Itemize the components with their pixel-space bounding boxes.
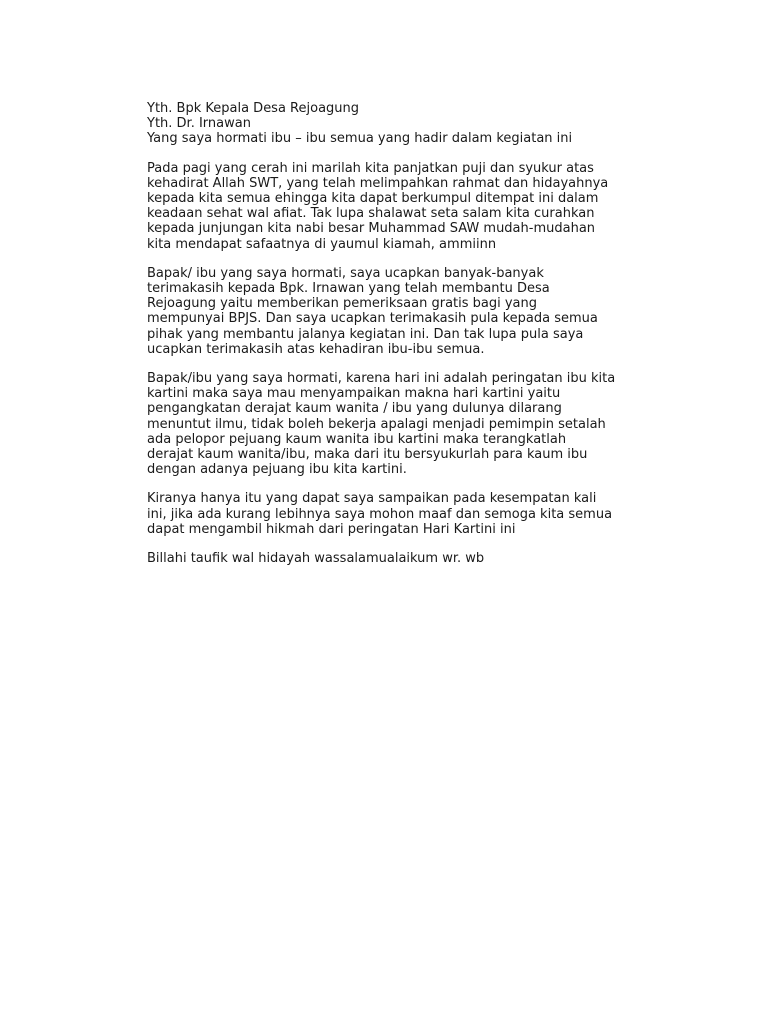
paragraph-kartini	[147, 371, 677, 477]
paragraph-opening	[147, 161, 677, 252]
text-line: kepada kita semua ehingga kita dapat berkumpul ditempat ini dalam	[147, 191, 599, 207]
salutation-line: Yth. Dr. Irnawan	[147, 116, 251, 132]
text-line: Bapak/ ibu yang saya hormati, saya ucapkan banyak-banyak	[147, 265, 544, 281]
text-line: ucapkan terimakasih atas kehadiran ibu-ibu semua.	[147, 341, 485, 357]
text-line: pihak yang membantu jalanya kegiatan ini. Dan tak lupa pula saya	[147, 326, 584, 342]
text-line: derajat kaum wanita/ibu, maka dari itu bersyukurlah para kaum ibu	[147, 447, 588, 463]
text-line: dengan adanya pejuang ibu kita kartini.	[147, 462, 407, 478]
text-line: keadaan sehat wal afiat. Tak lupa shalawat seta salam kita curahkan	[147, 206, 595, 222]
paragraph-closing	[147, 491, 677, 537]
text-line: ini, jika ada kurang lebihnya saya mohon maaf dan semoga kita semua	[147, 506, 613, 522]
text-line: kepada junjungan kita nabi besar Muhammad SAW mudah-mudahan	[147, 221, 596, 237]
text-line: Rejoagung yaitu memberikan pemeriksaan gratis bagi yang	[147, 296, 538, 312]
text-line: mempunyai BPJS. Dan saya ucapkan terimakasih pula kepada semua	[147, 311, 598, 327]
text-line: terimakasih kepada Bpk. Irnawan yang telah membantu Desa	[147, 281, 550, 297]
salutation-line: Yth. Bpk Kepala Desa Rejoagung	[147, 101, 360, 116]
paragraph-thanks	[147, 266, 677, 357]
paragraph-farewell	[147, 551, 677, 566]
salutation-block	[147, 101, 677, 147]
text-line: ada pelopor pejuang kaum wanita ibu kartini maka terangkatlah	[147, 431, 567, 447]
salutation-line: Yang saya hormati ibu – ibu semua yang hadir dalam kegiatan ini	[147, 131, 573, 147]
text-line: Kiranya hanya itu yang dapat saya sampaikan pada kesempatan kali	[147, 491, 597, 507]
text-line: Pada pagi yang cerah ini marilah kita panjatkan puji dan syukur atas	[147, 160, 594, 176]
text-line: kehadirat Allah SWT, yang telah melimpahkan rahmat dan hidayahnya	[147, 175, 609, 191]
text-line: Billahi taufik wal hidayah wassalamualaikum wr. wb	[147, 551, 485, 567]
text-line: dapat mengambil hikmah dari peringatan Hari Kartini ini	[147, 521, 516, 537]
document-page	[147, 101, 677, 566]
text-line: kartini maka saya mau menyampaikan makna hari kartini yaitu	[147, 386, 561, 402]
text-line: kita mendapat safaatnya di yaumul kiamah, ammiinn	[147, 236, 497, 252]
text-line: pengangkatan derajat kaum wanita / ibu yang dulunya dilarang	[147, 401, 562, 417]
text-line: Bapak/ibu yang saya hormati, karena hari ini adalah peringatan ibu kita	[147, 371, 616, 387]
text-line: menuntut ilmu, tidak boleh bekerja apalagi menjadi pemimpin setalah	[147, 416, 606, 432]
